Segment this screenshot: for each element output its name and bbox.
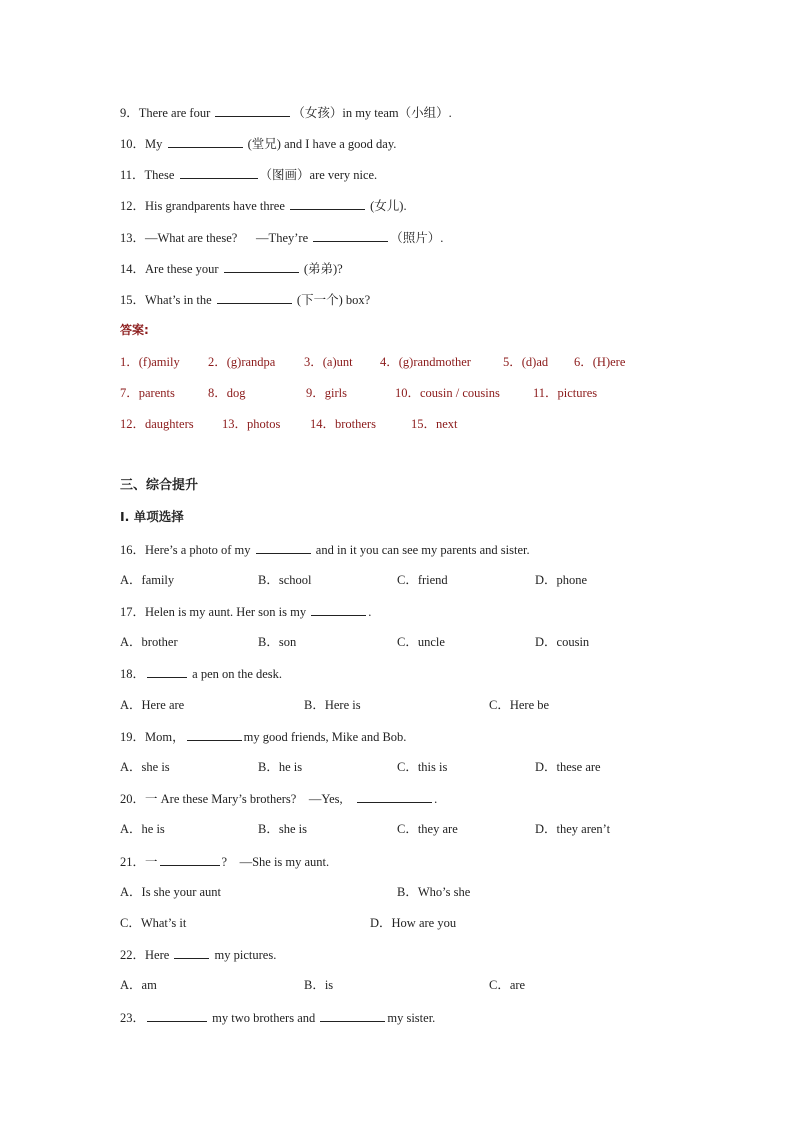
option-c[interactable]: C．friend: [397, 573, 448, 587]
question-11: [120, 166, 377, 183]
option-a[interactable]: A．he is: [120, 822, 165, 836]
question-21: [120, 853, 329, 870]
answer-blank[interactable]: [147, 665, 187, 678]
question-text: a pen on the desk.: [189, 667, 283, 681]
question-text: 22．Here: [120, 948, 173, 962]
answer-blank[interactable]: [357, 790, 432, 803]
answer-item: 9．girls: [306, 386, 347, 400]
option-c[interactable]: C．they are: [397, 822, 458, 836]
question-text: 12．His grandparents have three: [120, 199, 288, 213]
question-15: [120, 291, 370, 308]
option-b[interactable]: B．she is: [258, 822, 307, 836]
question-text: （照片）.: [390, 231, 444, 245]
answer-item: 8．dog: [208, 386, 246, 400]
question-16: [120, 541, 530, 558]
option-d[interactable]: D．they aren’t: [535, 822, 611, 836]
question-13: [120, 229, 443, 246]
question-text: (堂兄) and I have a good day.: [244, 137, 397, 151]
question-18: [120, 665, 282, 682]
answer-blank[interactable]: [174, 946, 209, 959]
question-22: [120, 946, 276, 963]
question-text: and in it you can see my parents and sister.: [312, 543, 530, 557]
question-text: 20．一 Are these Mary’s brothers? —Yes,: [120, 792, 356, 806]
option-c[interactable]: C．What’s it: [120, 916, 187, 930]
subsection-title: I. 单项选择: [120, 509, 184, 524]
answer-blank[interactable]: [180, 166, 258, 179]
option-b[interactable]: B．is: [304, 978, 334, 992]
answer-item: 11．pictures: [533, 386, 598, 400]
answer-item: 6．(H)ere: [574, 355, 626, 369]
question-text: （女孩）in my team（小组）.: [292, 106, 452, 120]
answer-blank[interactable]: [147, 1009, 207, 1022]
question-9: [120, 104, 452, 121]
question-text: （图画）are very nice.: [259, 168, 378, 182]
section-title: 三、综合提升: [120, 478, 199, 493]
option-a[interactable]: A．am: [120, 978, 157, 992]
question-text: my good friends, Mike and Bob.: [243, 730, 407, 744]
question-text: .: [368, 605, 372, 619]
question-text: 11．These: [120, 168, 178, 182]
answer-item: 15．next: [411, 417, 458, 431]
question-text: my sister.: [387, 1011, 436, 1025]
option-c[interactable]: C．Here be: [489, 698, 550, 712]
option-a[interactable]: A．brother: [120, 635, 178, 649]
answer-item: 12．daughters: [120, 417, 194, 431]
answer-blank[interactable]: [320, 1009, 385, 1022]
answer-item: 3．(a)unt: [304, 355, 353, 369]
question-text: 14．Are these your: [120, 262, 222, 276]
question-23: [120, 1009, 435, 1026]
answer-blank[interactable]: [311, 603, 366, 616]
question-text: my two brothers and: [209, 1011, 319, 1025]
option-b[interactable]: B．Who’s she: [397, 885, 471, 899]
option-b[interactable]: B．Here is: [304, 698, 361, 712]
answer-item: 2．(g)randpa: [208, 355, 276, 369]
question-12: [120, 197, 407, 214]
question-text: 9．There are four: [120, 106, 214, 120]
answer-blank[interactable]: [215, 104, 290, 117]
question-text: 23．: [120, 1011, 146, 1025]
option-c[interactable]: C．are: [489, 978, 526, 992]
question-text: 21．一: [120, 855, 158, 869]
option-a[interactable]: A．Here are: [120, 698, 185, 712]
option-d[interactable]: D．How are you: [370, 916, 457, 930]
answer-blank[interactable]: [290, 197, 365, 210]
answer-heading: 答案:: [120, 323, 149, 337]
answer-item: 1．(f)amily: [120, 355, 180, 369]
question-text: 15．What’s in the: [120, 293, 215, 307]
question-text: my pictures.: [211, 948, 277, 962]
question-19: [120, 728, 406, 745]
question-20: [120, 790, 437, 807]
question-text: 17．Helen is my aunt. Her son is my: [120, 605, 310, 619]
option-c[interactable]: C．uncle: [397, 635, 445, 649]
answer-blank[interactable]: [224, 260, 299, 273]
answer-blank[interactable]: [256, 541, 311, 554]
question-10: [120, 135, 396, 152]
question-text: (下一个) box?: [293, 293, 371, 307]
question-text: 19．Mom，: [120, 730, 185, 744]
question-17: [120, 603, 371, 620]
option-a[interactable]: A．family: [120, 573, 175, 587]
question-text: 13．—What are these? —They’re: [120, 231, 312, 245]
question-text: .: [434, 792, 438, 806]
option-d[interactable]: D．cousin: [535, 635, 590, 649]
answer-blank[interactable]: [313, 229, 388, 242]
option-a[interactable]: A．she is: [120, 760, 170, 774]
answer-item: 7．parents: [120, 386, 175, 400]
option-d[interactable]: D．phone: [535, 573, 588, 587]
answer-blank[interactable]: [168, 135, 243, 148]
option-d[interactable]: D．these are: [535, 760, 601, 774]
answer-blank[interactable]: [187, 728, 242, 741]
question-text: (弟弟)?: [300, 262, 343, 276]
answer-item: 13．photos: [222, 417, 281, 431]
question-14: [120, 260, 343, 277]
question-text: 18．: [120, 667, 146, 681]
option-b[interactable]: B．school: [258, 573, 312, 587]
answer-item: 5．(d)ad: [503, 355, 549, 369]
answer-blank[interactable]: [217, 291, 292, 304]
option-b[interactable]: B．he is: [258, 760, 303, 774]
option-b[interactable]: B．son: [258, 635, 297, 649]
answer-item: 4．(g)randmother: [380, 355, 471, 369]
option-a[interactable]: A．Is she your aunt: [120, 885, 222, 899]
option-c[interactable]: C．this is: [397, 760, 448, 774]
question-text: 16．Here’s a photo of my: [120, 543, 254, 557]
answer-item: 14．brothers: [310, 417, 376, 431]
question-text: (女儿).: [367, 199, 407, 213]
answer-blank[interactable]: [160, 853, 220, 866]
answer-item: 10．cousin / cousins: [395, 386, 500, 400]
question-text: 10．My: [120, 137, 166, 151]
question-text: ? —She is my aunt.: [221, 855, 330, 869]
